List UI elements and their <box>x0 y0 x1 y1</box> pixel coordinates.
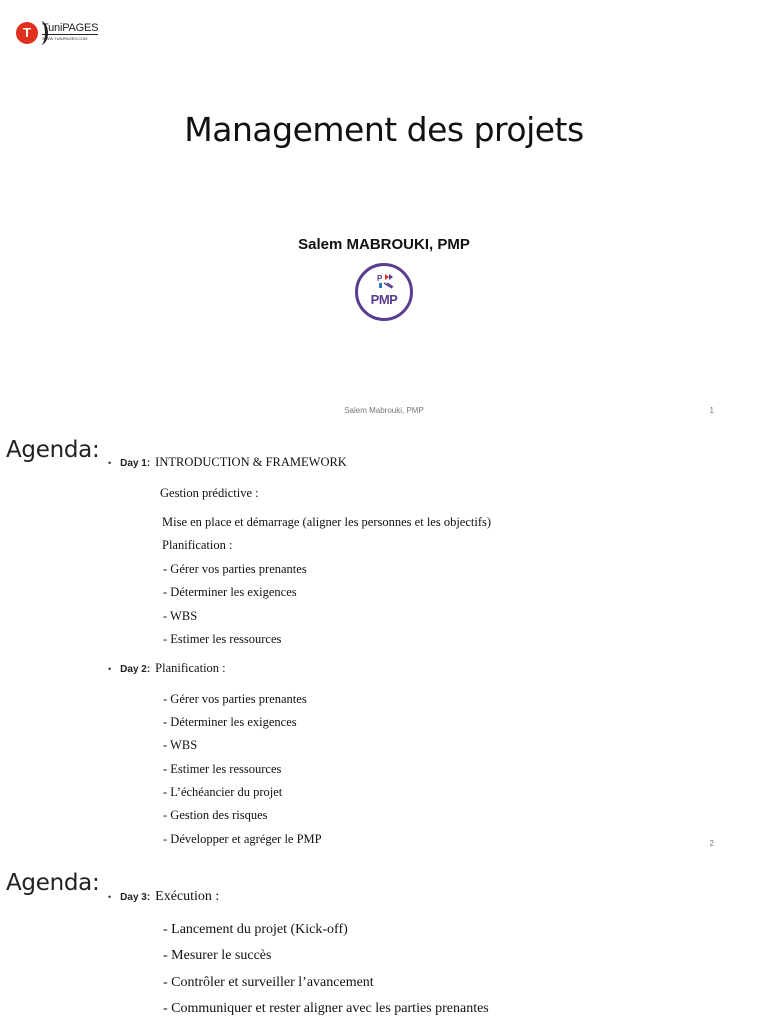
agenda-day-1 <box>108 455 347 470</box>
agenda-heading: Agenda: <box>6 437 100 463</box>
svg-text:P: P <box>377 274 383 283</box>
agenda-line: Planification : <box>162 538 233 552</box>
tunipages-logo <box>16 20 98 48</box>
pmp-badge-text: PMP <box>370 292 398 307</box>
tunipages-logo-icon: T <box>16 22 38 44</box>
day-topic: INTRODUCTION & FRAMEWORK <box>155 455 347 469</box>
agenda-day-2 <box>108 661 226 676</box>
bullet: • <box>108 458 112 468</box>
agenda-line: - Développer et agréger le PMP <box>163 832 322 846</box>
slide-number: 2 <box>709 839 714 848</box>
day-label: Day 2: <box>120 664 151 675</box>
day-label: Day 1: <box>120 458 151 469</box>
slide-number: 1 <box>709 406 714 415</box>
agenda-line: Gestion prédictive : <box>160 486 259 500</box>
pmp-badge <box>355 263 413 321</box>
bullet: • <box>108 892 112 902</box>
agenda-line: - WBS <box>163 609 198 623</box>
logo-url: WWW.TUNIPAGES.COM <box>42 36 88 41</box>
agenda-line: - Contrôler et surveiller l’avancement <box>163 975 374 990</box>
agenda-line: Mise en place et démarrage (aligner les personnes et les objectifs) <box>162 515 492 529</box>
agenda-line: - Gestion des risques <box>163 808 268 822</box>
agenda-heading: Agenda: <box>6 870 100 896</box>
agenda-line: - Déterminer les exigences <box>163 585 297 599</box>
agenda-line: - L’échéancier du projet <box>163 785 283 799</box>
author-name: Salem MABROUKI, PMP <box>298 236 470 253</box>
day-label: Day 3: <box>120 892 151 903</box>
agenda-line: - Mesurer le succès <box>163 948 272 963</box>
agenda-line: - Lancement du projet (Kick-off) <box>163 922 348 937</box>
agenda-line: - Estimer les ressources <box>163 762 282 776</box>
bullet: • <box>108 664 112 674</box>
pmi-icon <box>376 273 394 289</box>
agenda-line: - Déterminer les exigences <box>163 715 297 729</box>
page-title: Management des projets <box>184 110 584 149</box>
agenda-line: - Gérer vos parties prenantes <box>163 562 307 576</box>
agenda-line: - Estimer les ressources <box>163 632 282 646</box>
slide-footer: Salem Mabrouki, PMP <box>344 406 424 415</box>
agenda-day-3 <box>108 889 219 905</box>
day-topic: Planification : <box>155 661 226 675</box>
day-topic: Exécution : <box>155 889 220 904</box>
logo-name: TuniPAGES <box>42 22 99 34</box>
agenda-line: - Communiquer et rester aligner avec les parties prenantes <box>163 1001 489 1016</box>
agenda-line: - WBS <box>163 738 198 752</box>
agenda-line: - Gérer vos parties prenantes <box>163 692 307 706</box>
